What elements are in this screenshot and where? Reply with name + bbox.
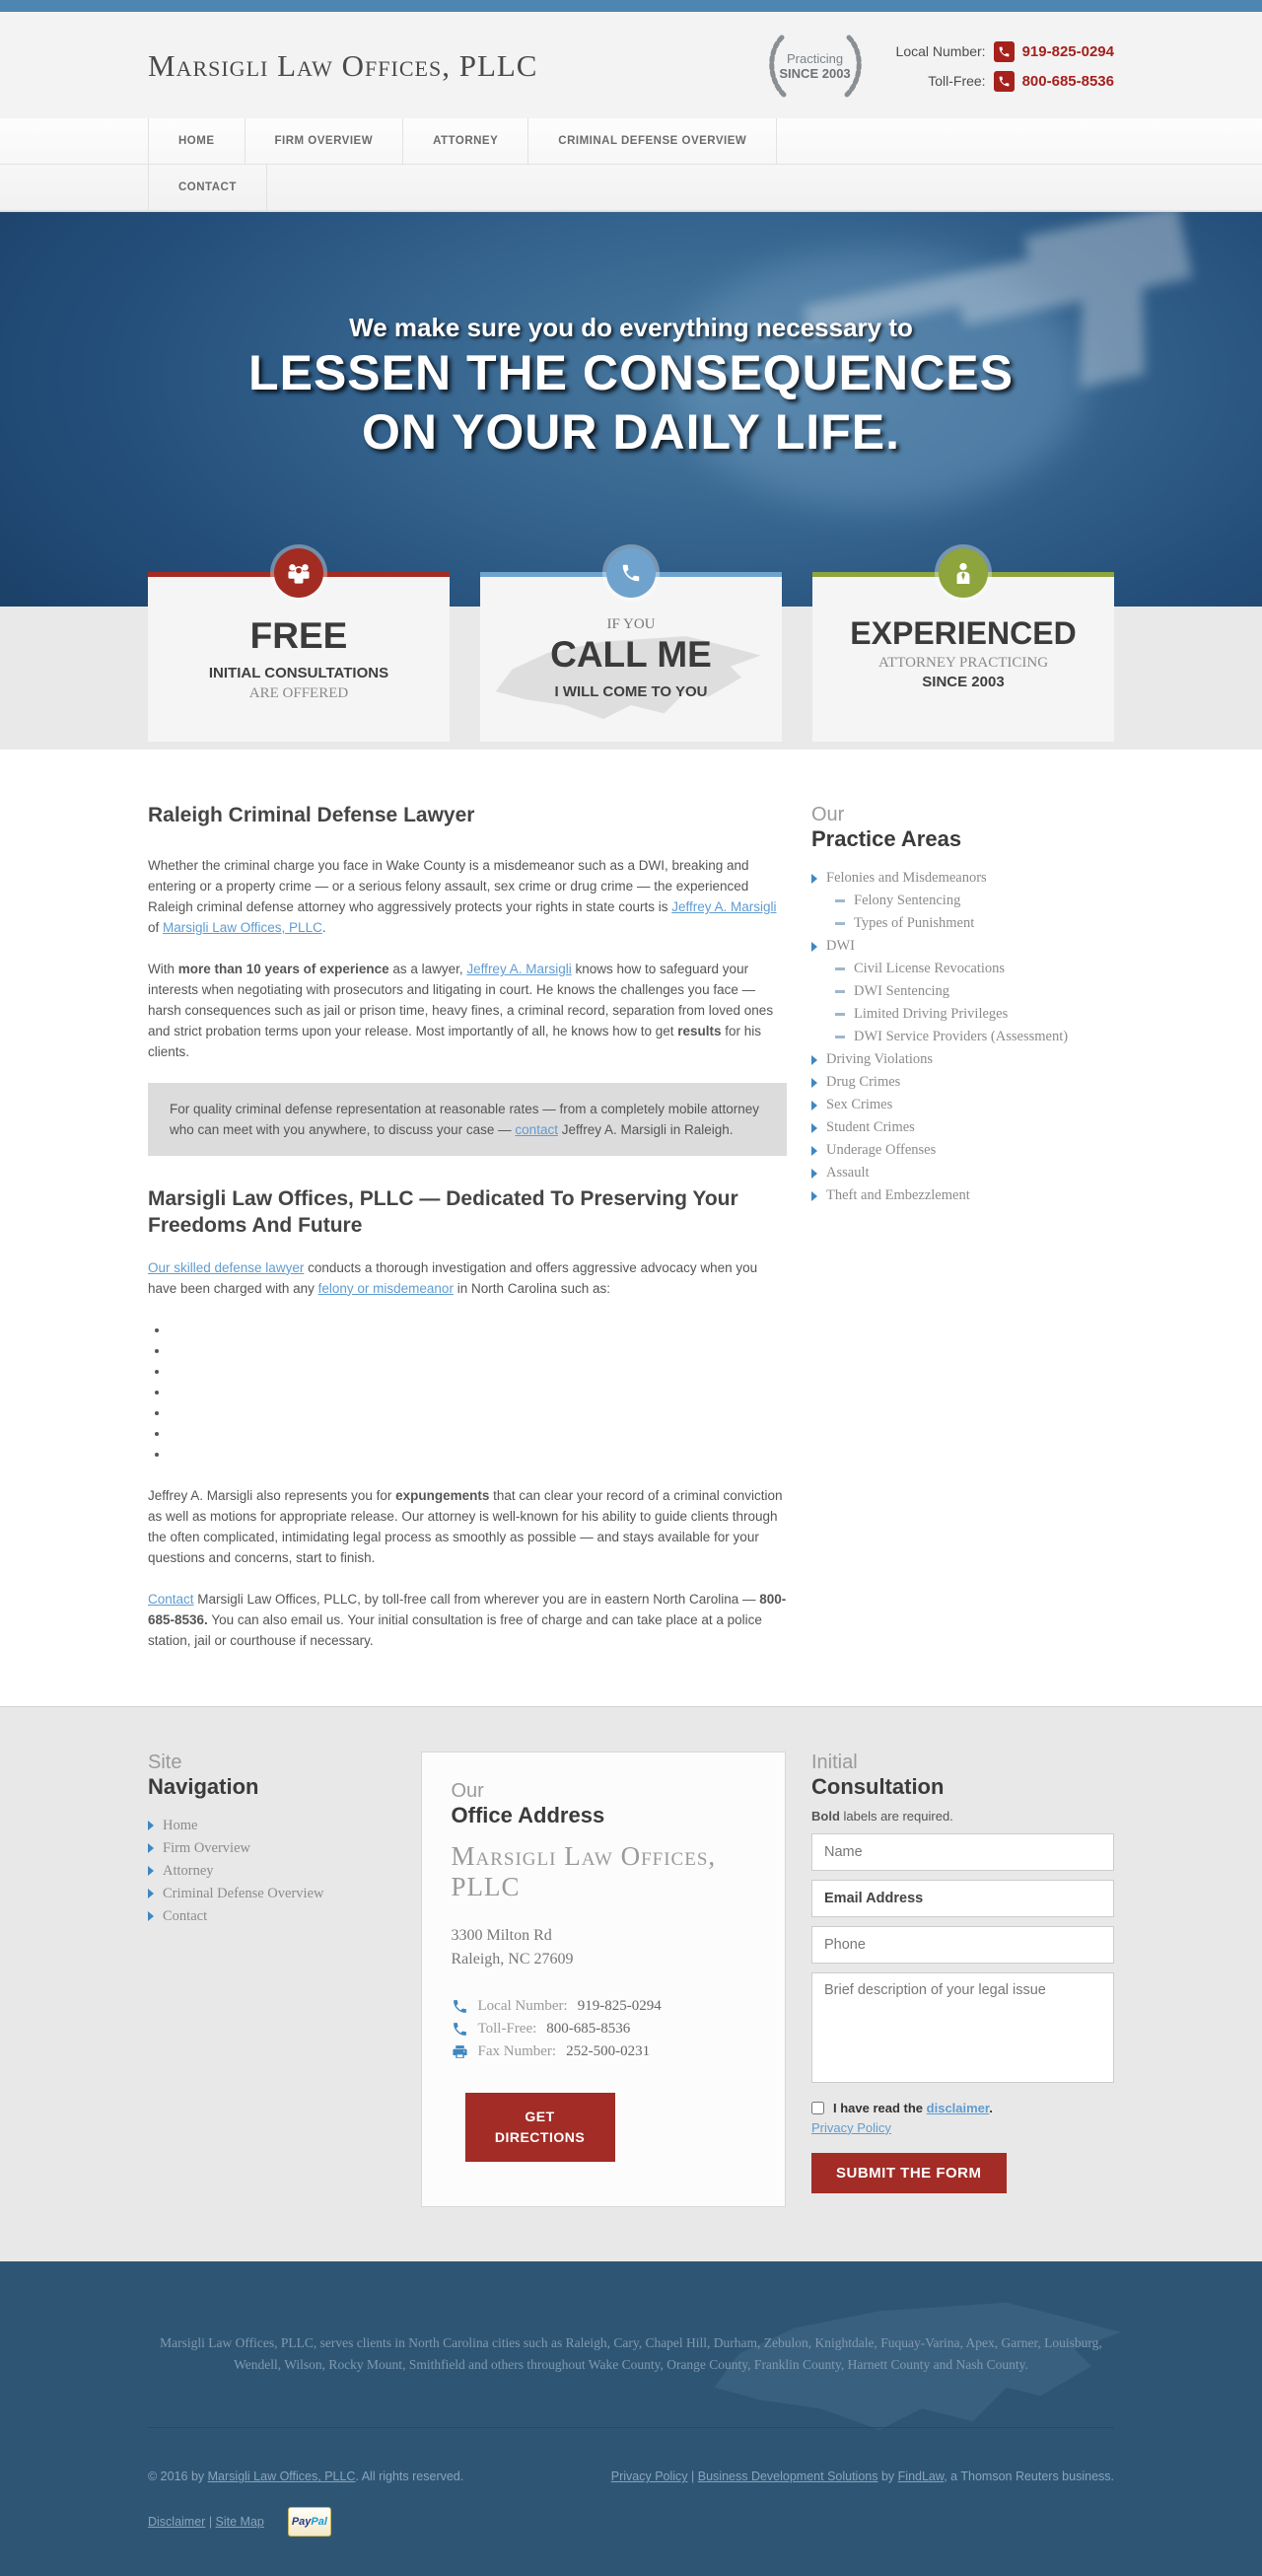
- nav-link[interactable]: FIRM OVERVIEW: [274, 135, 374, 147]
- text-link[interactable]: Site Map: [215, 2515, 264, 2530]
- nav-row-1: [148, 118, 1114, 164]
- header: [0, 12, 1262, 118]
- phone-icon: [994, 41, 1015, 62]
- text-link[interactable]: Marsigli Law Offices, PLLC: [207, 2469, 356, 2484]
- practice-bullet: [170, 1444, 787, 1465]
- practice-area-item[interactable]: [811, 1094, 1114, 1116]
- practice-areas-list: [811, 867, 1114, 1207]
- practice-area-link[interactable]: DWI Sentencing: [854, 983, 950, 1000]
- nav-item[interactable]: [148, 165, 267, 210]
- chevron-right-icon: [148, 1821, 154, 1830]
- address-line-2: Raleigh, NC 27609: [451, 1950, 574, 1968]
- contact-label: Fax Number:: [477, 2042, 557, 2059]
- main-navigation: [0, 118, 1262, 212]
- practice-area-item[interactable]: [811, 1184, 1114, 1207]
- attorney-person-icon: [939, 548, 988, 598]
- contact-value[interactable]: 252-500-0231: [566, 2042, 651, 2059]
- form-heading-bold: Consultation: [811, 1773, 945, 1799]
- chevron-right-icon: [148, 1889, 154, 1898]
- section-heading: Marsigli Law Offices, PLLC — Dedicated To Preserving Your Freedoms And Future: [148, 1187, 738, 1238]
- text-link[interactable]: felony or misdemeanor: [317, 1280, 454, 1296]
- office-contact-row: [452, 1995, 755, 2018]
- practice-area-item[interactable]: [835, 958, 1114, 980]
- card-subtitle: INITIAL CONSULTATIONS: [208, 664, 389, 681]
- practice-area-link[interactable]: DWI Service Providers (Assessment): [854, 1029, 1069, 1045]
- practice-area-link[interactable]: Civil License Revocations: [854, 961, 1006, 977]
- main-content: [0, 750, 1262, 1706]
- chevron-right-icon: [811, 942, 817, 952]
- callout-text: For quality criminal defense representation at reasonable rates — from a completely mobile attorney who can meet with you anywhere, to discuss your case — contact Jeffrey A. Marsigli in Raleigh.: [170, 1102, 760, 1137]
- practice-area-link[interactable]: Assault: [826, 1165, 870, 1181]
- form-note: Bold labels are required.: [811, 1808, 953, 1824]
- office-heading-light: Our: [451, 1779, 484, 1802]
- phone-field[interactable]: [811, 1926, 1114, 1964]
- card-note: ARE OFFERED: [248, 684, 349, 701]
- bottom-footer: [0, 2261, 1262, 2576]
- practice-bullet: [170, 1320, 787, 1340]
- sidebar-heading-bold: Practice Areas: [811, 826, 962, 851]
- chevron-right-icon: [811, 1101, 817, 1110]
- nav-row-2: [148, 165, 1114, 210]
- hero-headline-1: LESSEN THE CONSEQUENCES: [248, 345, 1014, 400]
- page-title: Raleigh Criminal Defense Lawyer: [148, 804, 475, 826]
- footer-nav-link[interactable]: Contact: [163, 1907, 208, 1924]
- text-link[interactable]: FindLaw: [897, 2469, 945, 2484]
- card-pre: IF YOU: [606, 616, 656, 632]
- paypal-badge[interactable]: [288, 2507, 331, 2537]
- callout-box: [148, 1083, 787, 1156]
- nav-item[interactable]: [148, 118, 245, 164]
- phone-label: Local Number:: [895, 43, 986, 59]
- phone-handset-icon: [606, 548, 656, 598]
- nav-item[interactable]: [528, 118, 777, 164]
- practice-bullet: [170, 1361, 787, 1382]
- call-me-card: [480, 572, 782, 742]
- chevron-right-icon: [835, 899, 845, 902]
- disclaimer-checkbox[interactable]: [811, 2102, 824, 2114]
- footer-nav-item[interactable]: [148, 1837, 394, 1860]
- practice-bullet: [170, 1402, 787, 1423]
- practice-bullet-list: [170, 1320, 787, 1465]
- practice-area-link[interactable]: Types of Punishment: [854, 915, 975, 932]
- phone-number-link[interactable]: 800-685-8536: [1021, 72, 1114, 90]
- office-contact-row: [452, 2040, 755, 2063]
- chevron-right-icon: [835, 1013, 845, 1016]
- fax-icon: [452, 2043, 468, 2060]
- hero-banner: [0, 212, 1262, 607]
- experience-paragraph: With more than 10 years of experience as a lawyer, Jeffrey A. Marsigli knows how to safeguard your interests when negotiating with prosecutors and litigating in court. He knows the challenges you face — harsh consequences such as jail or prison time, heavy fines, a criminal record, separation from loved ones and strict probation terms upon your release. Most importantly of all, he knows how to get results for his clients.: [148, 962, 774, 1059]
- phone-row: [896, 41, 1114, 62]
- footer-site-navigation: [148, 1815, 394, 1928]
- text-link[interactable]: Business Development Solutions: [697, 2469, 878, 2484]
- practice-area-link[interactable]: Drug Crimes: [826, 1074, 901, 1091]
- phone-row: [896, 71, 1114, 92]
- practicing-since-badge: [760, 34, 871, 99]
- practice-bullet: [170, 1340, 787, 1361]
- top-accent-bar: [0, 0, 1262, 12]
- email-field[interactable]: [811, 1880, 1114, 1917]
- text-link[interactable]: Privacy Policy: [610, 2469, 688, 2484]
- text-link[interactable]: Contact: [148, 1591, 194, 1607]
- people-icon: [274, 548, 323, 598]
- text-link[interactable]: Jeffrey A. Marsigli: [466, 962, 572, 976]
- practice-area-item[interactable]: [811, 1139, 1114, 1162]
- chevron-right-icon: [148, 1866, 154, 1876]
- text-link[interactable]: Our skilled defense lawyer: [148, 1259, 305, 1275]
- phone-label: Toll-Free:: [928, 73, 986, 89]
- get-directions-button[interactable]: GET DIRECTIONS: [465, 2093, 615, 2162]
- practice-area-item[interactable]: [835, 1026, 1114, 1048]
- chevron-right-icon: [835, 922, 845, 925]
- experienced-card: [812, 572, 1114, 742]
- card-note: ATTORNEY PRACTICING: [877, 655, 1049, 672]
- practice-area-item[interactable]: [835, 1003, 1114, 1026]
- phone-number-link[interactable]: 919-825-0294: [1021, 42, 1114, 60]
- intro-paragraph: Whether the criminal charge you face in Wake County is a misdemeanor such as a DWI, breaking and entering or a property crime — or a serious felony assault, sex crime or drug crime — the experienced Raleigh criminal defense attorney who aggressively protects your rights in state courts is Jeffrey A. Marsigli of Marsigli Law Offices, PLLC.: [148, 858, 777, 935]
- text-link[interactable]: disclaimer: [926, 2100, 990, 2115]
- chevron-right-icon: [811, 1055, 817, 1065]
- name-field[interactable]: [811, 1833, 1114, 1871]
- footer-nav-item[interactable]: [148, 1883, 394, 1905]
- sidebar-heading-light: Our: [811, 804, 845, 825]
- footer-nav-item[interactable]: [148, 1860, 394, 1883]
- office-address-card: [421, 1752, 786, 2207]
- laurel-wreath-icon: [760, 34, 871, 99]
- privacy-policy-link[interactable]: Privacy Policy: [811, 2119, 891, 2135]
- card-subtitle: I WILL COME TO YOU: [554, 682, 708, 700]
- chevron-right-icon: [835, 1036, 845, 1038]
- practice-area-item[interactable]: [835, 912, 1114, 935]
- text-link[interactable]: Jeffrey A. Marsigli: [671, 899, 777, 914]
- card-title: CALL ME: [550, 634, 712, 675]
- practice-area-item[interactable]: [811, 935, 1114, 958]
- footer-nav-link[interactable]: Criminal Defense Overview: [163, 1885, 324, 1901]
- disclaimer-label: I have read the disclaimer.: [833, 2100, 993, 2115]
- practice-area-link[interactable]: Limited Driving Privileges: [854, 1006, 1009, 1023]
- practice-area-link[interactable]: Sex Crimes: [826, 1097, 893, 1113]
- practice-area-item[interactable]: [811, 867, 1114, 890]
- form-heading-light: Initial: [811, 1751, 858, 1773]
- chevron-right-icon: [148, 1911, 154, 1921]
- copyright-text: © 2016 by Marsigli Law Offices, PLLC. All rights reserved.: [148, 2469, 464, 2484]
- card-subtitle: SINCE 2003: [922, 674, 1005, 691]
- contact-paragraph: Contact Marsigli Law Offices, PLLC, by toll-free call from wherever you are in eastern North Carolina — 800-685-8536. You can also email us. Your initial consultation is free of charge and can take place at a police station, jail or courthouse if necessary.: [148, 1591, 787, 1648]
- list-intro-paragraph: Our skilled defense lawyer conducts a thorough investigation and offers aggressive advocacy when you have been charged with any felony or misdemeanor in North Carolina such as:: [148, 1259, 758, 1296]
- sitenav-heading-bold: Navigation: [148, 1773, 259, 1799]
- footer-nav-item[interactable]: [148, 1815, 394, 1837]
- practice-area-item[interactable]: [811, 1116, 1114, 1139]
- practice-area-item[interactable]: [835, 980, 1114, 1003]
- contact-label: Toll-Free:: [477, 2020, 537, 2037]
- contact-value[interactable]: 919-825-0294: [577, 1997, 662, 2014]
- footer-divider: [148, 2427, 1114, 2428]
- contact-value[interactable]: 800-685-8536: [546, 2020, 631, 2037]
- practice-area-item[interactable]: [811, 1162, 1114, 1184]
- chevron-right-icon: [835, 967, 845, 970]
- free-consultations-card: [148, 572, 450, 742]
- practice-area-link[interactable]: Underage Offenses: [826, 1142, 937, 1159]
- nav-link[interactable]: ATTORNEY: [433, 135, 499, 147]
- footer-band: [0, 1706, 1262, 2261]
- service-area-text: Marsigli Law Offices, PLLC, serves clients in North Carolina cities such as Raleigh, Cary, Chapel Hill, Durham, Zebulon, Knightdale, Fuquay-Varina, Apex, Garner, Louisburg, Wendell, Wilson, Rocky Mount, Smithfield and others throughout Wake County, Orange County, Franklin County, Harnett County and Nash County.: [160, 2334, 1102, 2373]
- chevron-right-icon: [811, 1169, 817, 1179]
- nav-item[interactable]: [245, 118, 404, 164]
- office-heading-bold: Office Address: [451, 1802, 605, 1827]
- practice-area-item[interactable]: [811, 1071, 1114, 1094]
- feature-cards-section: [0, 572, 1262, 750]
- practice-area-link[interactable]: Theft and Embezzlement: [826, 1187, 970, 1204]
- office-address: [452, 1924, 755, 1971]
- text-link[interactable]: Marsigli Law Offices, PLLC: [163, 920, 322, 935]
- phone-icon: [452, 1998, 468, 2015]
- phone-icon: [994, 71, 1015, 92]
- contact-label: Local Number:: [477, 1997, 568, 2014]
- nav-item[interactable]: [403, 118, 528, 164]
- practice-area-link[interactable]: Felony Sentencing: [854, 893, 961, 909]
- footer-nav-item[interactable]: [148, 1905, 394, 1928]
- practice-area-link[interactable]: Felonies and Misdemeanors: [826, 870, 987, 887]
- chevron-right-icon: [811, 1123, 817, 1133]
- card-title: EXPERIENCED: [850, 615, 1077, 651]
- findlaw-attribution: Privacy Policy | Business Development Solutions by FindLaw, a Thomson Reuters business.: [610, 2469, 1114, 2484]
- chevron-right-icon: [811, 1078, 817, 1088]
- hero-headline-2: ON YOUR DAILY LIFE.: [362, 404, 900, 460]
- nav-link[interactable]: HOME: [178, 135, 215, 147]
- practice-area-link[interactable]: DWI: [826, 938, 855, 955]
- phone-icon: [452, 2021, 468, 2038]
- badge-year: SINCE 2003: [779, 66, 851, 81]
- office-firm-name: Marsigli Law Offices, PLLC: [451, 1840, 717, 1901]
- practice-area-link[interactable]: Driving Violations: [826, 1051, 934, 1068]
- firm-logo: Marsigli Law Offices, PLLC: [148, 48, 538, 83]
- hero-tagline: We make sure you do everything necessary to: [349, 313, 913, 342]
- footer-nav-link[interactable]: Home: [163, 1817, 198, 1833]
- chevron-right-icon: [811, 874, 817, 884]
- chevron-right-icon: [835, 990, 845, 993]
- paypal-logo: Pal: [311, 2516, 327, 2529]
- chevron-right-icon: [811, 1191, 817, 1201]
- legal-issue-field[interactable]: [811, 1972, 1114, 2083]
- text-link[interactable]: Disclaimer: [148, 2515, 206, 2530]
- footer-nav-link[interactable]: Attorney: [163, 1862, 214, 1879]
- practice-area-item[interactable]: [811, 1048, 1114, 1071]
- office-contact-row: [452, 2018, 755, 2040]
- text-link[interactable]: contact: [515, 1122, 558, 1137]
- address-line-1: 3300 Milton Rd: [451, 1926, 552, 1944]
- card-title: FREE: [249, 615, 348, 656]
- paypal-logo: Pay: [291, 2516, 312, 2529]
- sitenav-heading-light: Site: [148, 1751, 182, 1773]
- office-contacts: [452, 1995, 755, 2063]
- chevron-right-icon: [811, 1146, 817, 1156]
- disclaimer-sitemap-links: Disclaimer | Site Map: [148, 2515, 264, 2530]
- chevron-right-icon: [148, 1843, 154, 1853]
- practice-area-item[interactable]: [835, 890, 1114, 912]
- practice-bullet: [170, 1423, 787, 1444]
- nav-link[interactable]: CRIMINAL DEFENSE OVERVIEW: [558, 135, 747, 147]
- submit-form-button[interactable]: SUBMIT THE FORM: [811, 2153, 1007, 2193]
- header-phones: [896, 41, 1114, 92]
- footer-nav-link[interactable]: Firm Overview: [163, 1839, 250, 1856]
- practice-area-link[interactable]: Student Crimes: [826, 1119, 915, 1136]
- expungements-paragraph: Jeffrey A. Marsigli also represents you for expungements that can clear your record of a criminal conviction as well as motions for appropriate release. Our attorney is well-known for his ability to guide clients through the often complicated, intimidating legal process as smoothly as possible — and stays available for your questions and concerns, start to finish.: [148, 1487, 783, 1565]
- badge-text: Practicing: [786, 51, 844, 66]
- nav-link[interactable]: CONTACT: [178, 181, 237, 193]
- practice-bullet: [170, 1382, 787, 1402]
